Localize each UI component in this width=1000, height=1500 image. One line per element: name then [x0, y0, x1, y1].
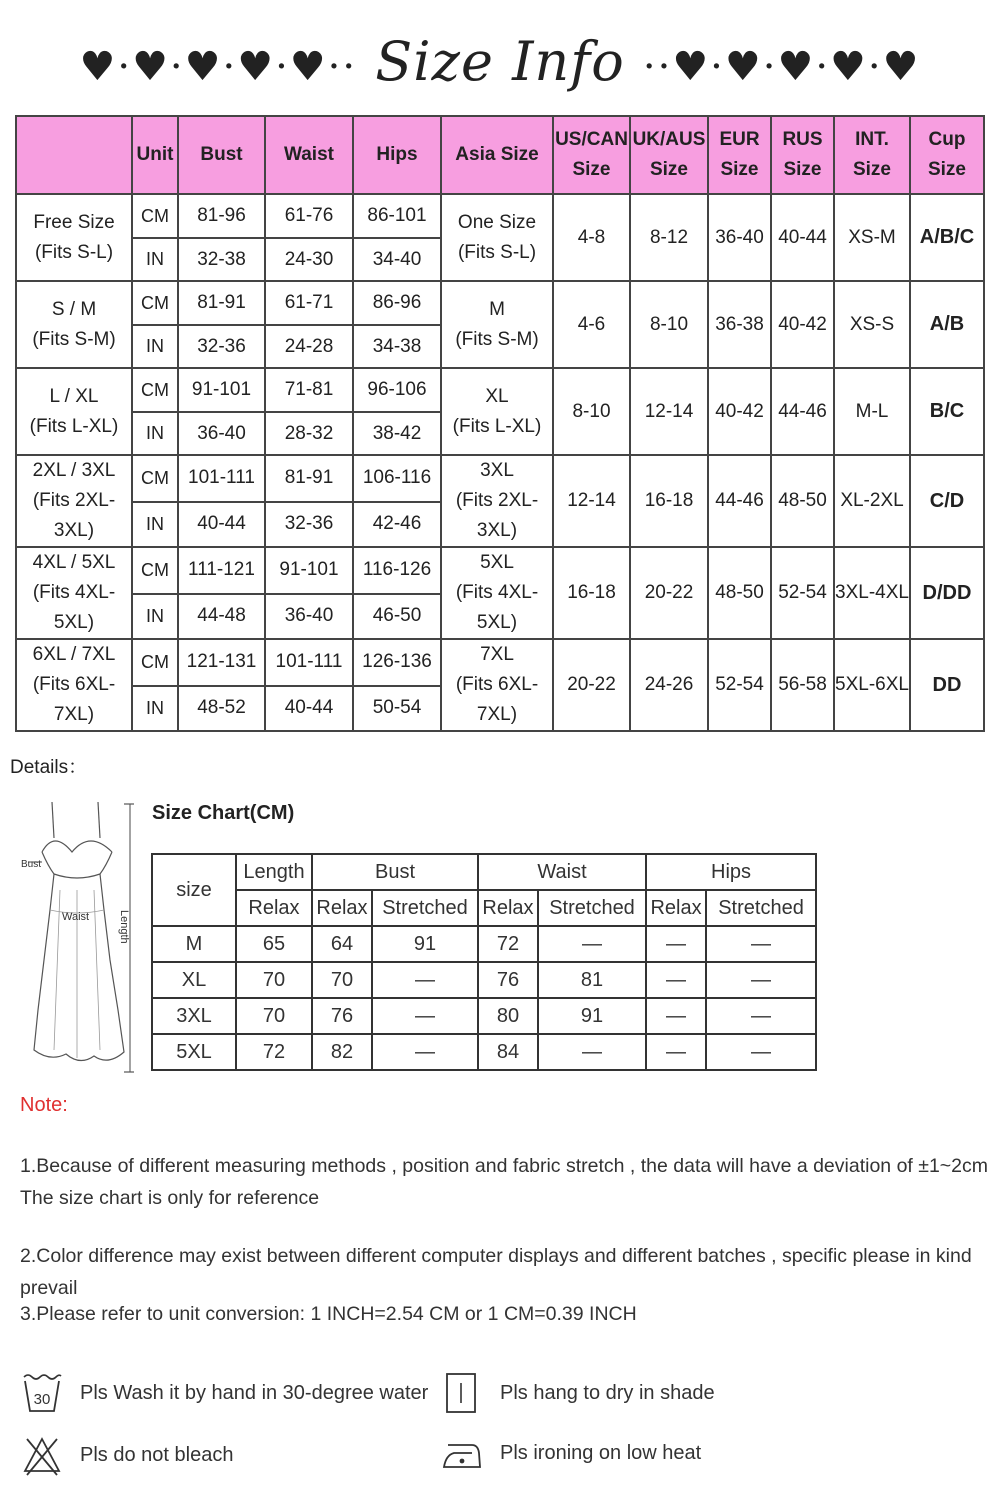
measure-cm-cell: 61-76	[265, 194, 353, 238]
chart-group-row	[152, 854, 816, 890]
cup-size-cell: B/C	[910, 368, 984, 455]
measure-in-cell: 32-36	[178, 325, 265, 368]
chart-cell: —	[538, 1034, 646, 1070]
care-hang-text: Pls hang to dry in shade	[500, 1381, 715, 1404]
measure-cm-cell: 111-121	[178, 547, 265, 594]
eur-size-cell: 48-50	[708, 547, 771, 639]
size-name-label: L / XL	[49, 385, 99, 407]
eur-size-cell: 36-38	[708, 281, 771, 368]
chart-row	[152, 998, 816, 1034]
care-bleach-text: Pls do not bleach	[80, 1443, 234, 1466]
chart-cell: 70	[312, 962, 372, 998]
chart-cell: 91	[372, 926, 478, 962]
measure-cm-cell: 86-96	[353, 281, 441, 325]
size-row-cm	[16, 281, 984, 325]
size-name-fits: (Fits 4XL-5XL)	[32, 582, 116, 633]
hearts-left: ♥·♥·♥·♥·♥··	[79, 44, 358, 90]
note-2: 2.Color difference may exist between different computer displays and different batches , specific please in kind prevail	[20, 1245, 972, 1299]
chart-sub-header: Relax	[312, 890, 372, 926]
size-name-fits: (Fits S-L)	[34, 241, 114, 263]
asia-size-label: 3XL	[480, 460, 514, 481]
measure-in-cell: 36-40	[265, 594, 353, 639]
us-size-cell: 20-22	[553, 639, 630, 731]
asia-size	[441, 547, 553, 639]
measure-cm-cell: 71-81	[265, 368, 353, 412]
measure-in-cell: 50-54	[353, 686, 441, 731]
measure-in-cell: 32-36	[265, 502, 353, 547]
size-name-label: Free Size	[33, 211, 115, 233]
chart-cell: 82	[312, 1034, 372, 1070]
unit-cell: IN	[132, 502, 178, 547]
chart-cell: —	[646, 998, 706, 1034]
chart-sub-header: Stretched	[706, 890, 816, 926]
measure-in-cell: 46-50	[353, 594, 441, 639]
measure-cm-cell: 96-106	[353, 368, 441, 412]
chart-sub-header: Stretched	[538, 890, 646, 926]
measure-in-cell: 38-42	[353, 412, 441, 455]
chart-cell: 80	[478, 998, 538, 1034]
header-cell: Unit	[132, 116, 178, 194]
measure-cm-cell: 91-101	[265, 547, 353, 594]
chart-cell: 65	[236, 926, 312, 962]
chart-cell: —	[706, 926, 816, 962]
chart-cell: —	[372, 962, 478, 998]
measure-in-cell: 24-30	[265, 238, 353, 281]
chart-sub-row	[152, 890, 816, 926]
wash-temp: 30	[33, 1391, 51, 1408]
header-cell: EUR Size	[708, 116, 771, 194]
size-row-cm	[16, 547, 984, 594]
measure-cm-cell: 81-96	[178, 194, 265, 238]
size-name	[16, 455, 132, 547]
size-name	[16, 281, 132, 368]
chart-row	[152, 1034, 816, 1070]
measure-in-cell: 34-40	[353, 238, 441, 281]
us-size-cell: 4-8	[553, 194, 630, 281]
measure-cm-cell: 101-111	[178, 455, 265, 502]
dress-diagram	[20, 800, 135, 1080]
uk-size-cell: 16-18	[630, 455, 708, 547]
asia-size-fits: (Fits L-XL)	[452, 415, 542, 437]
chart-cell: —	[706, 998, 816, 1034]
chart-group-length: Length	[236, 854, 312, 890]
eur-size-cell: 36-40	[708, 194, 771, 281]
unit-cell: IN	[132, 325, 178, 368]
chart-cell: 3XL	[152, 998, 236, 1034]
measure-in-cell: 28-32	[265, 412, 353, 455]
waist-label: Waist	[62, 911, 90, 923]
unit-cell: CM	[132, 194, 178, 238]
unit-cell: IN	[132, 412, 178, 455]
size-chart-title: Size Chart(CM)	[152, 802, 295, 824]
chart-cell: —	[372, 1034, 478, 1070]
unit-cell: IN	[132, 238, 178, 281]
header-cell: Asia Size	[441, 116, 553, 194]
size-name	[16, 547, 132, 639]
asia-size	[441, 194, 553, 281]
measure-in-cell: 40-44	[178, 502, 265, 547]
asia-size-fits: (Fits S-M)	[455, 328, 539, 350]
cup-size-cell: D/DD	[910, 547, 984, 639]
uk-size-cell: 20-22	[630, 547, 708, 639]
header-cell: UK/AUS Size	[630, 116, 708, 194]
size-name-label: 6XL / 7XL	[32, 644, 116, 665]
chart-group-hips: Hips	[646, 854, 816, 890]
header-cell: RUS Size	[771, 116, 834, 194]
uk-size-cell: 24-26	[630, 639, 708, 731]
bust-label: Bust	[21, 859, 42, 870]
note-title: Note:	[20, 1094, 68, 1116]
rus-size-cell: 40-42	[771, 281, 834, 368]
chart-cell: 72	[478, 926, 538, 962]
asia-size-label: XL	[485, 385, 509, 407]
size-info-table	[15, 115, 985, 732]
unit-cell: IN	[132, 594, 178, 639]
care-iron-text: Pls ironing on low heat	[500, 1441, 702, 1464]
chart-cell: —	[646, 926, 706, 962]
unit-cell: IN	[132, 686, 178, 731]
size-name-label: 2XL / 3XL	[32, 460, 116, 481]
cup-size-cell: A/B/C	[910, 194, 984, 281]
measure-in-cell: 32-38	[178, 238, 265, 281]
asia-size-fits: (Fits 2XL-3XL)	[455, 490, 539, 541]
note-1: 1.Because of different measuring methods , position and fabric stretch , the data will have a deviation of ±1~2cm The size chart is only for reference	[20, 1155, 989, 1209]
chart-cell: 76	[312, 998, 372, 1034]
unit-cell: CM	[132, 639, 178, 686]
measure-cm-cell: 126-136	[353, 639, 441, 686]
rus-size-cell: 56-58	[771, 639, 834, 731]
us-size-cell: 8-10	[553, 368, 630, 455]
int-size-cell: 5XL-6XL	[834, 639, 910, 731]
no-bleach-icon	[22, 1433, 62, 1477]
hang-dry-icon	[442, 1371, 482, 1415]
header-cell: Hips	[353, 116, 441, 194]
size-name-fits: (Fits L-XL)	[29, 415, 119, 437]
chart-group-bust: Bust	[312, 854, 478, 890]
size-name	[16, 639, 132, 731]
us-size-cell: 16-18	[553, 547, 630, 639]
asia-size-label: M	[489, 298, 505, 320]
unit-cell: CM	[132, 281, 178, 325]
measure-in-cell: 42-46	[353, 502, 441, 547]
hearts-right: ··♥·♥·♥·♥·♥	[642, 44, 921, 90]
rus-size-cell: 52-54	[771, 547, 834, 639]
measure-in-cell: 24-28	[265, 325, 353, 368]
measure-cm-cell: 116-126	[353, 547, 441, 594]
measure-cm-cell: 81-91	[265, 455, 353, 502]
asia-size	[441, 455, 553, 547]
measure-cm-cell: 91-101	[178, 368, 265, 412]
asia-size-label: 5XL	[480, 552, 514, 573]
details-label: Details：	[10, 757, 88, 778]
chart-cell: —	[372, 998, 478, 1034]
eur-size-cell: 44-46	[708, 455, 771, 547]
chart-row	[152, 926, 816, 962]
chart-group-waist: Waist	[478, 854, 646, 890]
header-cell: Bust	[178, 116, 265, 194]
header-cell: Waist	[265, 116, 353, 194]
chart-sub-header: Relax	[646, 890, 706, 926]
title-text: Size Info	[375, 30, 625, 93]
care-wash	[22, 1368, 428, 1418]
size-name-label: S / M	[51, 298, 97, 320]
chart-cell: —	[646, 962, 706, 998]
asia-size-fits: (Fits 4XL-5XL)	[455, 582, 539, 633]
measure-in-cell: 48-52	[178, 686, 265, 731]
measure-in-cell: 40-44	[265, 686, 353, 731]
chart-cell: 84	[478, 1034, 538, 1070]
iron-low-icon	[442, 1431, 482, 1475]
page-title	[0, 22, 1000, 102]
measure-in-cell: 34-38	[353, 325, 441, 368]
header-cell: US/CAN Size	[553, 116, 630, 194]
size-name-fits: (Fits 6XL-7XL)	[32, 674, 116, 725]
length-label: Length	[118, 910, 130, 944]
rus-size-cell: 44-46	[771, 368, 834, 455]
cup-size-cell: A/B	[910, 281, 984, 368]
asia-size	[441, 639, 553, 731]
chart-cell: 72	[236, 1034, 312, 1070]
measure-cm-cell: 106-116	[353, 455, 441, 502]
chart-cell: —	[706, 1034, 816, 1070]
wash-30-icon	[22, 1371, 62, 1415]
us-size-cell: 12-14	[553, 455, 630, 547]
cup-size-cell: C/D	[910, 455, 984, 547]
measure-in-cell: 44-48	[178, 594, 265, 639]
chart-row	[152, 962, 816, 998]
size-row-cm	[16, 639, 984, 686]
size-row-cm	[16, 455, 984, 502]
measure-cm-cell: 121-131	[178, 639, 265, 686]
measure-cm-cell: 101-111	[265, 639, 353, 686]
care-iron	[442, 1428, 701, 1478]
asia-size	[441, 368, 553, 455]
chart-cell: XL	[152, 962, 236, 998]
unit-cell: CM	[132, 368, 178, 412]
chart-cell: 70	[236, 962, 312, 998]
unit-cell: CM	[132, 547, 178, 594]
chart-sub-header: Relax	[236, 890, 312, 926]
chart-cell: 81	[538, 962, 646, 998]
chart-cell: M	[152, 926, 236, 962]
int-size-cell: M-L	[834, 368, 910, 455]
eur-size-cell: 40-42	[708, 368, 771, 455]
size-name	[16, 194, 132, 281]
size-name-fits: (Fits 2XL-3XL)	[32, 490, 116, 541]
asia-size-fits: (Fits S-L)	[457, 241, 537, 263]
care-bleach	[22, 1430, 233, 1480]
size-name	[16, 368, 132, 455]
header-cell	[16, 116, 132, 194]
uk-size-cell: 8-10	[630, 281, 708, 368]
us-size-cell: 4-6	[553, 281, 630, 368]
chart-cell: —	[646, 1034, 706, 1070]
measure-cm-cell: 81-91	[178, 281, 265, 325]
int-size-cell: XS-M	[834, 194, 910, 281]
chart-cell: 64	[312, 926, 372, 962]
size-chart-table	[151, 853, 817, 1071]
uk-size-cell: 8-12	[630, 194, 708, 281]
int-size-cell: XS-S	[834, 281, 910, 368]
asia-size-label: One Size	[457, 211, 537, 233]
rus-size-cell: 48-50	[771, 455, 834, 547]
unit-cell: CM	[132, 455, 178, 502]
chart-cell: —	[538, 926, 646, 962]
chart-cell: 70	[236, 998, 312, 1034]
measure-in-cell: 36-40	[178, 412, 265, 455]
uk-size-cell: 12-14	[630, 368, 708, 455]
chart-cell: 76	[478, 962, 538, 998]
int-size-cell: 3XL-4XL	[834, 547, 910, 639]
asia-size-fits: (Fits 6XL-7XL)	[455, 674, 539, 725]
asia-size-label: 7XL	[480, 644, 514, 665]
eur-size-cell: 52-54	[708, 639, 771, 731]
chart-cell: 91	[538, 998, 646, 1034]
chart-cell: —	[706, 962, 816, 998]
header-cell: INT. Size	[834, 116, 910, 194]
asia-size	[441, 281, 553, 368]
note-3: 3.Please refer to unit conversion: 1 INCH=2.54 CM or 1 CM=0.39 INCH	[20, 1303, 637, 1325]
measure-cm-cell: 61-71	[265, 281, 353, 325]
chart-sub-header: Stretched	[372, 890, 478, 926]
chart-size-header: size	[152, 854, 236, 926]
size-name-label: 4XL / 5XL	[32, 552, 116, 573]
measure-cm-cell: 86-101	[353, 194, 441, 238]
care-hang	[442, 1368, 715, 1418]
rus-size-cell: 40-44	[771, 194, 834, 281]
chart-cell: 5XL	[152, 1034, 236, 1070]
size-info-header-row	[16, 116, 984, 194]
chart-sub-header: Relax	[478, 890, 538, 926]
care-wash-text: Pls Wash it by hand in 30-degree water	[80, 1381, 429, 1404]
size-name-fits: (Fits S-M)	[32, 328, 116, 350]
int-size-cell: XL-2XL	[834, 455, 910, 547]
size-row-cm	[16, 368, 984, 412]
header-cell: Cup Size	[910, 116, 984, 194]
size-row-cm	[16, 194, 984, 238]
cup-size-cell: DD	[910, 639, 984, 731]
